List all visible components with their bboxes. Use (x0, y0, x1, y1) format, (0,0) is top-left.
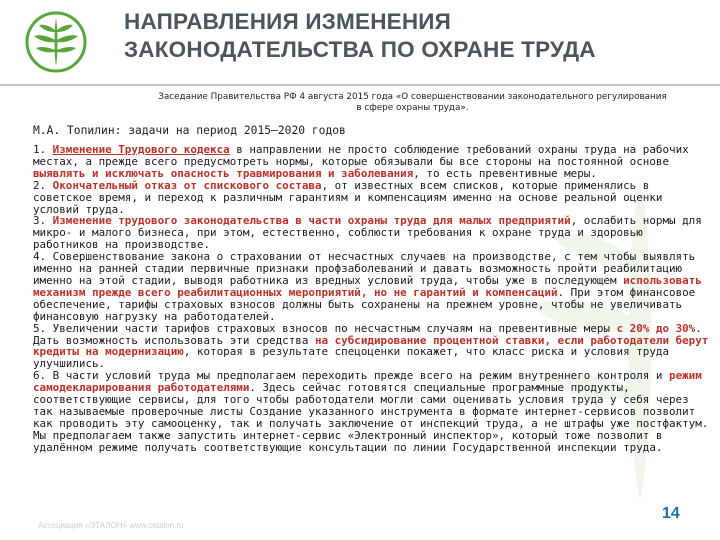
list-item-2 (33, 180, 713, 216)
highlight: использовать механизм прежде всего реабилитационных мероприятий, но не гарантий и компенсаций (33, 273, 702, 299)
item-text: в направлении не просто соблюдение требований охраны труда на рабочих местах, а прежде всего предусмотреть нормы, которые обязывали бы все стороны на постоянной основе (33, 143, 689, 168)
item-number: 6. (33, 369, 53, 383)
list-item-6 (33, 370, 713, 453)
footer-text: Ассоциация «ЭТАЛОН» www.ostalon.ru (38, 521, 184, 530)
highlight: Изменение трудового законодательства в части охраны труда для малых предприятий (52, 214, 571, 228)
item-text: Увеличении части тарифов страховых взносов по несчастным случаям на превентивные меры (52, 321, 617, 335)
list-item-3 (33, 215, 713, 251)
item-text: Совершенствование закона о страховании от несчастных случаев на производстве, с тем чтобы выявлять именно на ранней стадии первичные признаки профзаболеваний и давать возможность пройти реабилитацию именно на этой стадии, выводя работника из вредных условий труда, чтобы уже в последующем (33, 250, 696, 287)
item-text: , то есть превентивные меры. (413, 166, 597, 180)
meeting-caption-line-2: в сфере охраны труда». (356, 103, 469, 113)
page-title (124, 8, 704, 64)
item-text: В части условий труда мы предполагаем переходить прежде всего на режим внутреннего контроля и (52, 369, 670, 383)
item-text: , которая в результате спецоценки покажет, что класс риска и условия труда улучшились. (33, 345, 670, 371)
item-number: 5. (33, 321, 53, 335)
list-item-5 (33, 323, 713, 371)
subtitle: М.А. Топилин: задачи на период 2015–2020 годов (33, 124, 346, 137)
item-number: 4. (33, 250, 53, 264)
item-number: 1. (33, 143, 53, 156)
highlight: с 20% до 30% (616, 321, 696, 335)
meeting-caption-line-1: Заседание Правительства РФ 4 августа 2015 года «О совершенствовании законодательного регулирования (158, 92, 667, 102)
title-line-2: ЗАКОНОДАТЕЛЬСТВА ПО ОХРАНЕ ТРУДА (124, 37, 596, 62)
item-text: , от известных всем списков, которые применялись в советское время, и переход к различным гарантиям и компенсациям именно на основе реальной оценки условий труда. (33, 178, 663, 216)
title-line-1: НАПРАВЛЕНИЯ ИЗМЕНЕНИЯ (124, 9, 452, 34)
item-number: 2. (33, 178, 53, 192)
list-item-4 (33, 251, 713, 322)
meeting-caption (120, 92, 705, 114)
etalon-logo (24, 10, 88, 74)
item-text: , ослабить нормы для микро- и малого бизнеса, при этом, естественно, соблюсти требования к охране труда и здоровью работников на производстве. (33, 214, 702, 252)
item-text: . При этом финансовое обеспечение, тарифы страховых взносов должны быть сохранены на прежнем уровне, чтобы не увеличивать финансовую нагрузку на работодателей. (33, 285, 696, 323)
item-text: . Дать возможность использовать эти средства (33, 321, 702, 347)
leaf-logo-icon (24, 10, 88, 74)
list-item-1 (33, 144, 713, 180)
highlight: выявлять и исключать опасность травмирования и заболевания (33, 166, 414, 180)
item-number: 3. (33, 214, 53, 228)
highlight: на субсидирование процентной ставки, если работодатели берут кредиты на модернизацию (33, 333, 709, 359)
directions-list (33, 144, 713, 454)
highlight: Изменение Трудового кодекса (52, 143, 230, 156)
highlight: режим самодекларирования работодателями (33, 369, 702, 395)
header-divider (0, 84, 720, 86)
highlight: Окончательный отказ от спискового состава (52, 178, 322, 192)
page-number: 14 (662, 505, 680, 522)
item-text: . Здесь сейчас готовятся специальные программные продукты, соответствующие сервисы, для того чтобы работодатели могли сами оценивать условия труда у себя через так называемые проверочные листы Создание указанного инструмента в формате интернет-сервисов позволит как проводить эту самооценку, так и получать заключение от инспекций труда, а не штрафы уже постфактум. Мы предполагаем также запустить интернет-сервис «Электронный инспектор», который тоже позволит в удалённом режиме получать соответствующие консультации по линии Государственной инспекции труда. (33, 381, 709, 454)
